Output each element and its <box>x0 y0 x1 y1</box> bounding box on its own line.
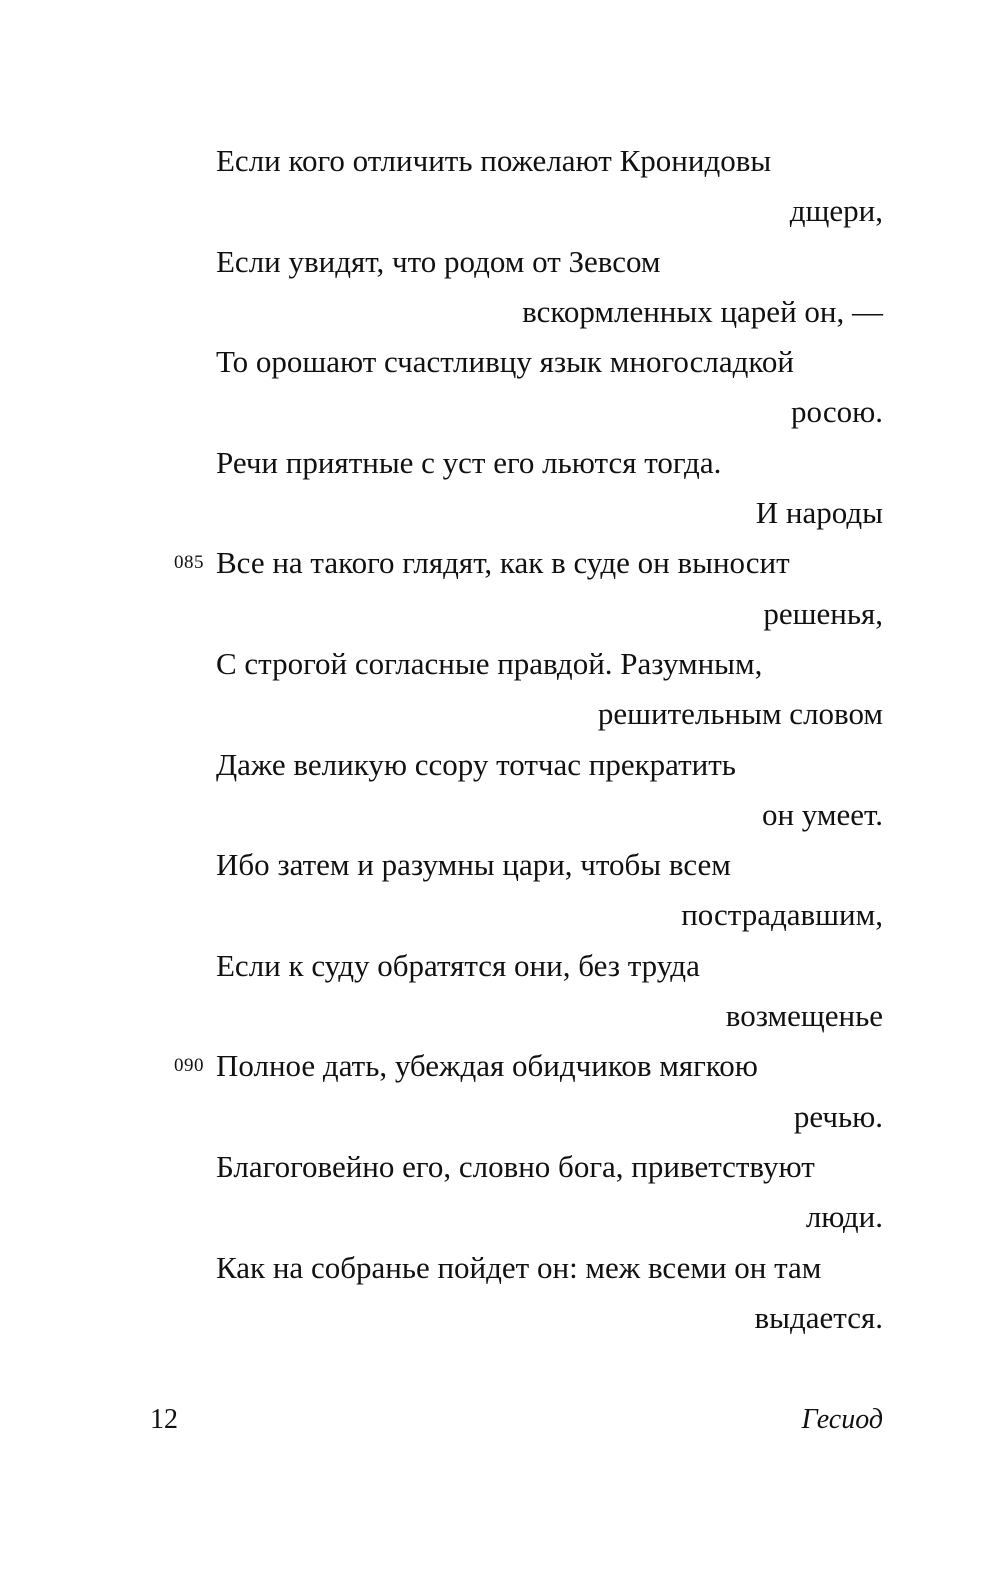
line-number: 085 <box>174 552 204 574</box>
verse-text: Если к суду обратятся они, без труда <box>216 947 700 983</box>
page-number: 12 <box>150 1404 178 1435</box>
verse-text: Благоговейно его, словно бога, приветствуют <box>216 1148 815 1184</box>
verse-continuation: И народы <box>755 495 883 531</box>
verse-text: Как на собранье пойдет он: меж всеми он там <box>216 1249 822 1285</box>
poem-line <box>0 488 1000 538</box>
verse-text: Полное дать, убеждая обидчиков мягкою <box>216 1048 758 1084</box>
poem-line <box>0 991 1000 1041</box>
poem-line <box>0 1041 1000 1091</box>
verse-text: С строгой согласные правдой. Разумным, <box>216 645 763 681</box>
poem-line <box>0 1142 1000 1192</box>
poem-line <box>0 1192 1000 1242</box>
poem-line <box>0 639 1000 689</box>
verse-continuation: росою. <box>791 394 883 430</box>
poem-line <box>0 387 1000 437</box>
verse-text: Если увидят, что родом от Зевсом <box>216 243 661 279</box>
poem-line <box>0 1092 1000 1142</box>
poem-line <box>0 136 1000 186</box>
line-number: 090 <box>174 1055 204 1077</box>
verse-continuation: люди. <box>805 1199 883 1235</box>
poem-line <box>0 890 1000 940</box>
page-footer <box>0 1400 1000 1440</box>
verse-continuation: он умеет. <box>761 796 883 832</box>
poem-line <box>0 689 1000 739</box>
poem-line <box>0 538 1000 588</box>
verse-continuation: пострадавшим, <box>681 897 883 933</box>
poem-line <box>0 589 1000 639</box>
verse-continuation: решительным словом <box>597 696 883 732</box>
verse-text: Если кого отличить пожелают Кронидовы <box>216 143 772 178</box>
poem-line <box>0 1243 1000 1293</box>
verse-text: Даже великую ссору тотчас прекратить <box>216 746 736 782</box>
running-head-author: Гесиод <box>801 1404 883 1435</box>
verse-text: То орошают счастливцу язык многосладкой <box>216 344 794 380</box>
poem-line <box>0 740 1000 790</box>
verse-continuation: дщери, <box>789 193 883 229</box>
verse-continuation: возмещенье <box>725 998 883 1034</box>
verse-text: Ибо затем и разумны цари, чтобы всем <box>216 847 731 883</box>
poem-text <box>0 136 1000 1343</box>
poem-line <box>0 237 1000 287</box>
poem-line <box>0 1293 1000 1343</box>
verse-continuation: решенья, <box>763 595 883 631</box>
verse-text: Все на такого глядят, как в суде он выносит <box>216 545 790 581</box>
poem-line <box>0 186 1000 236</box>
verse-continuation: выдается. <box>754 1299 883 1335</box>
verse-text: Речи приятные с уст его льются тогда. <box>216 444 722 480</box>
poem-line <box>0 337 1000 387</box>
poem-line <box>0 941 1000 991</box>
poem-line <box>0 840 1000 890</box>
verse-continuation: речью. <box>793 1098 883 1134</box>
poem-line <box>0 287 1000 337</box>
verse-continuation: вскормленных царей он, — <box>522 293 883 329</box>
poem-line <box>0 790 1000 840</box>
poem-line <box>0 438 1000 488</box>
